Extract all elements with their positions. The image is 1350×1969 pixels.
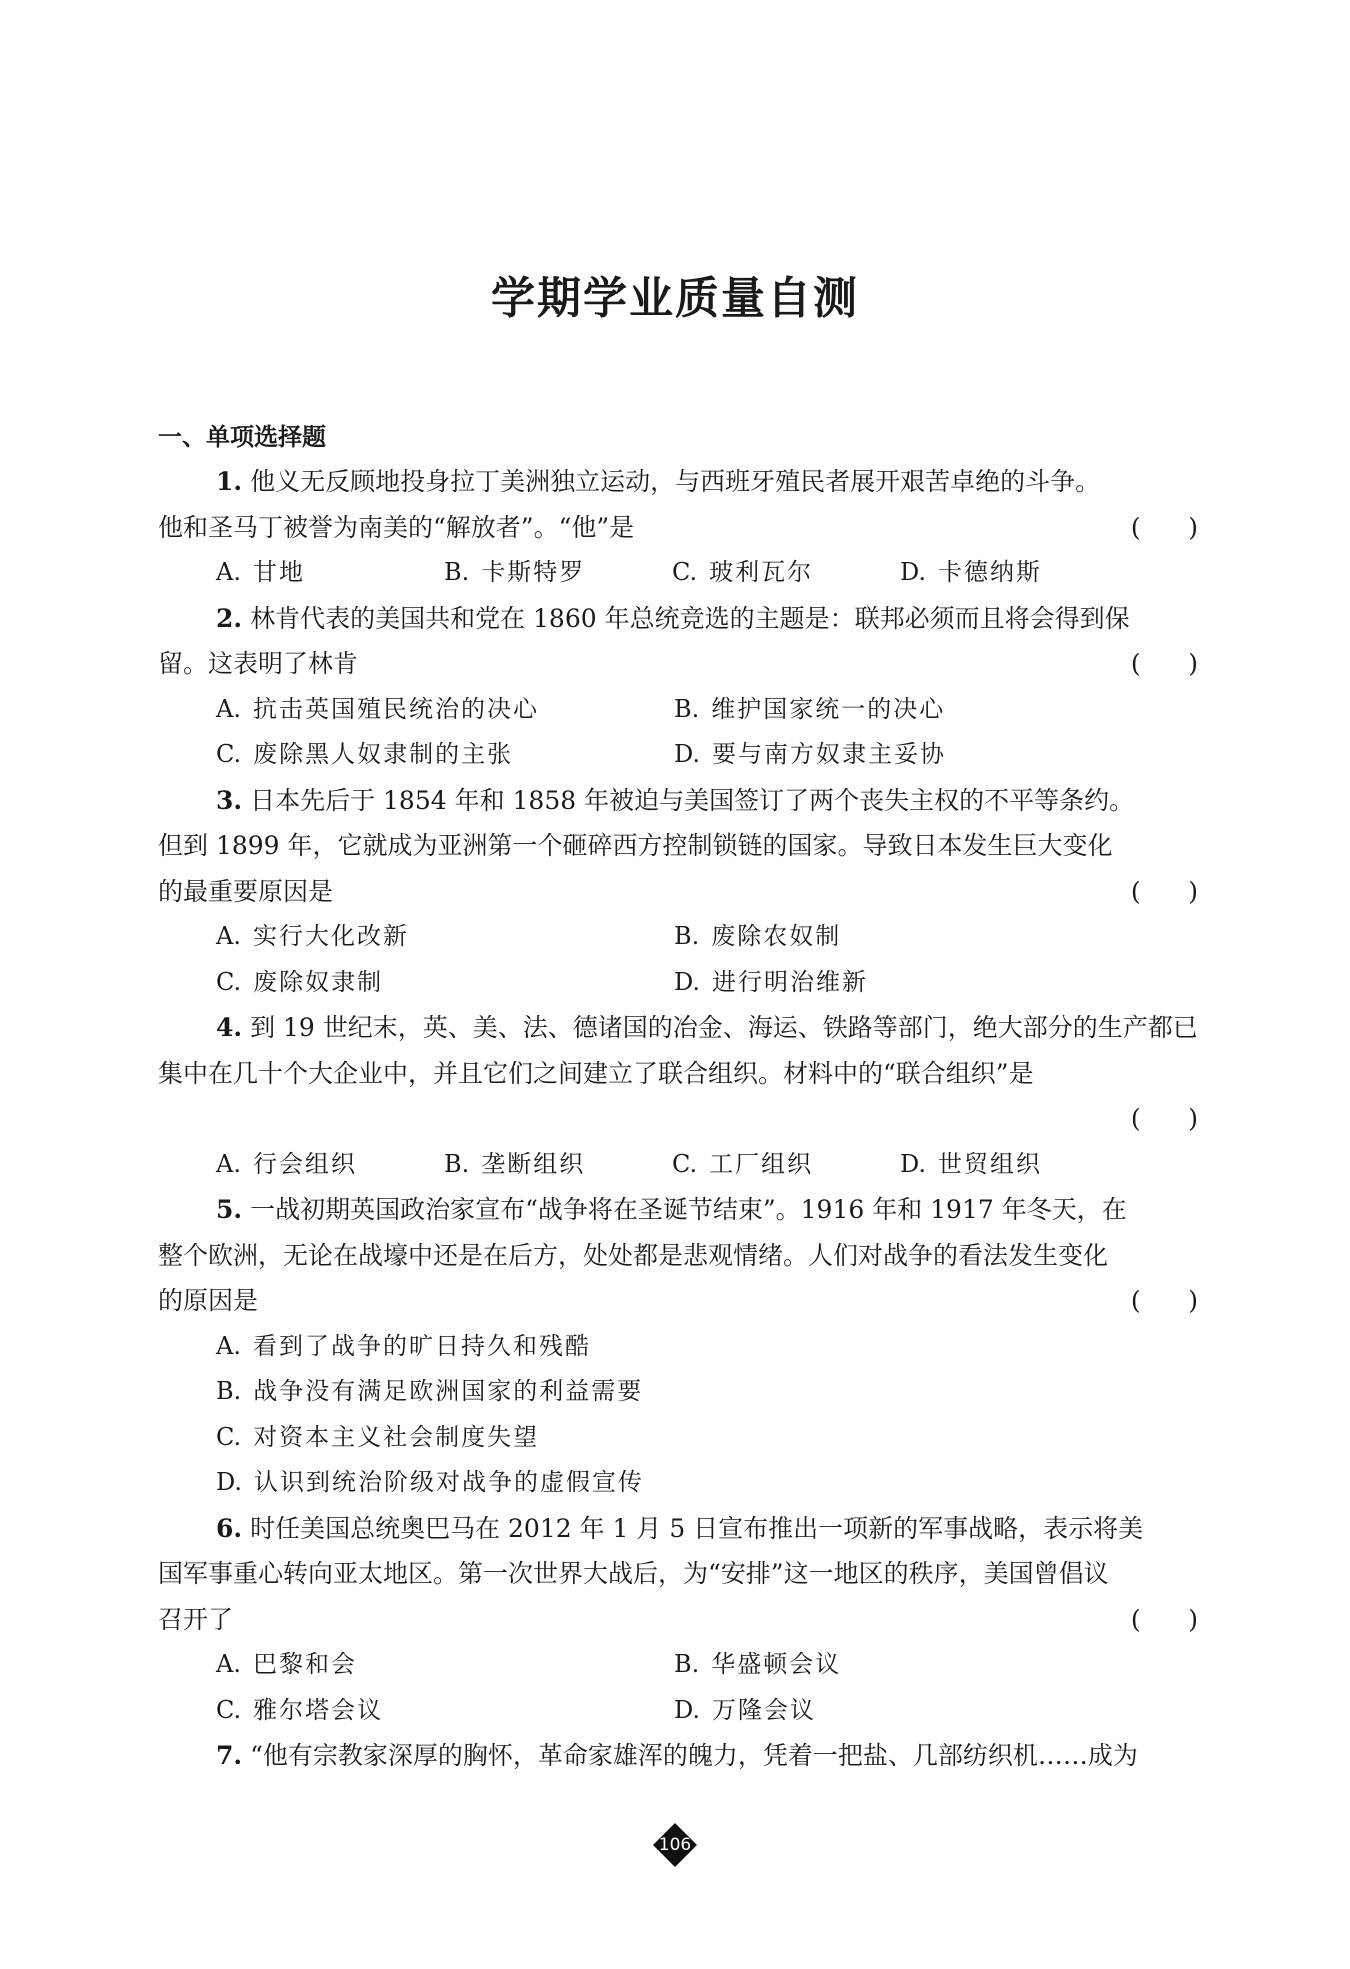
option-letter: A. bbox=[216, 1650, 241, 1678]
question-number: 4. bbox=[216, 1013, 243, 1042]
option-text: 雅尔塔会议 bbox=[253, 1695, 384, 1724]
option-b[interactable] bbox=[216, 1369, 1116, 1415]
option-c[interactable] bbox=[216, 732, 674, 778]
option-letter: D. bbox=[216, 1468, 243, 1496]
question-text: 留。这表明了林肯 bbox=[158, 649, 359, 678]
options-row bbox=[158, 960, 1198, 1006]
question-text-line bbox=[158, 823, 1198, 869]
question-text: 的最重要原因是 bbox=[158, 876, 334, 906]
option-d[interactable] bbox=[216, 1460, 1116, 1506]
option-a[interactable] bbox=[216, 914, 674, 960]
option-text: 实行大化改新 bbox=[252, 922, 409, 950]
question-text: 时任美国总统奥巴马在 2012 年 1 月 5 日宣布推出一项新的军事战略，表示将美 bbox=[250, 1513, 1144, 1543]
question-text: 整个欧洲，无论在战壕中还是在后方，处处都是悲观情绪。人们对战争的看法发生变化 bbox=[158, 1240, 1109, 1270]
option-text: 行会组织 bbox=[252, 1149, 357, 1178]
options-row bbox=[158, 732, 1198, 778]
option-c[interactable] bbox=[672, 1142, 900, 1188]
option-letter: B. bbox=[674, 694, 700, 723]
option-d[interactable] bbox=[674, 732, 1132, 778]
option-letter: A. bbox=[216, 1149, 241, 1178]
question-text-line bbox=[158, 1051, 1198, 1097]
question-4 bbox=[158, 1005, 1198, 1187]
option-text: 进行明治维新 bbox=[712, 967, 869, 996]
question-list bbox=[158, 415, 1198, 1779]
option-text: 认识到统治阶级对战争的虚假宣传 bbox=[254, 1468, 645, 1496]
question-text: “他有宗教家深厚的胸怀，革命家雄浑的魄力，凭着一把盐、几部纺织机……成为 bbox=[250, 1741, 1138, 1770]
option-letter: A. bbox=[216, 922, 241, 950]
question-2 bbox=[158, 596, 1198, 778]
options-row bbox=[158, 1324, 1198, 1370]
question-text: 国军事重心转向亚太地区。第一次世界大战后，为“安排”这一地区的秩序，美国曾倡议 bbox=[158, 1559, 1109, 1588]
answer-blank[interactable]: ( ) bbox=[1130, 512, 1198, 542]
question-text-line bbox=[158, 1733, 1198, 1779]
question-text-line bbox=[158, 1278, 1198, 1324]
options-row bbox=[158, 1142, 1198, 1188]
question-6 bbox=[158, 1506, 1198, 1734]
option-b[interactable] bbox=[674, 914, 1132, 960]
option-b[interactable] bbox=[444, 550, 672, 596]
question-text-line bbox=[158, 869, 1198, 915]
answer-blank[interactable]: ( ) bbox=[1130, 1104, 1198, 1133]
option-letter: D. bbox=[674, 967, 701, 996]
option-text: 维护国家统一的决心 bbox=[711, 694, 946, 723]
question-text: 召开了 bbox=[158, 1604, 234, 1634]
option-a[interactable] bbox=[216, 687, 674, 733]
page-number-badge bbox=[652, 1822, 698, 1868]
option-letter: C. bbox=[216, 1422, 242, 1451]
option-text: 抗击英国殖民统治的决心 bbox=[252, 694, 539, 723]
question-text-line bbox=[158, 778, 1198, 824]
option-text: 战争没有满足欧洲国家的利益需要 bbox=[253, 1377, 644, 1405]
question-text: 一战初期英国政治家宣布“战争将在圣诞节结束”。1916 年和 1917 年冬天，在 bbox=[250, 1195, 1127, 1224]
option-text: 垄断组织 bbox=[481, 1149, 586, 1178]
option-text: 卡斯特罗 bbox=[481, 558, 586, 586]
question-text-line bbox=[158, 1551, 1198, 1597]
option-a[interactable] bbox=[216, 550, 444, 596]
option-letter: C. bbox=[216, 1695, 242, 1724]
answer-blank[interactable]: ( ) bbox=[1130, 1286, 1198, 1315]
question-5 bbox=[158, 1187, 1198, 1506]
option-d[interactable] bbox=[900, 1142, 1128, 1188]
option-text: 巴黎和会 bbox=[252, 1650, 357, 1678]
question-text: 集中在几十个大企业中，并且它们之间建立了联合组织。材料中的“联合组织”是 bbox=[158, 1058, 1034, 1088]
options-row bbox=[158, 687, 1198, 733]
option-b[interactable] bbox=[444, 1142, 672, 1188]
options-row bbox=[158, 1369, 1198, 1415]
options-row bbox=[158, 1460, 1198, 1506]
option-letter: C. bbox=[672, 1149, 698, 1178]
question-1 bbox=[158, 459, 1198, 596]
page-title: 学期学业质量自测 bbox=[491, 273, 859, 324]
option-letter: B. bbox=[674, 922, 700, 950]
question-text: 但到 1899 年，它就成为亚洲第一个砸碎西方控制锁链的国家。导致日本发生巨大变化 bbox=[158, 831, 1113, 860]
question-text-line bbox=[158, 1005, 1198, 1051]
option-letter: C. bbox=[216, 740, 242, 768]
options-row bbox=[158, 914, 1198, 960]
option-text: 华盛顿会议 bbox=[711, 1650, 842, 1678]
option-c[interactable] bbox=[216, 1415, 1116, 1461]
option-letter: D. bbox=[674, 740, 701, 768]
option-letter: A. bbox=[216, 694, 241, 723]
options-row bbox=[158, 1642, 1198, 1688]
question-text: 他义无反顾地投身拉丁美洲独立运动，与西班牙殖民者展开艰苦卓绝的斗争。 bbox=[250, 467, 1101, 496]
option-text: 万隆会议 bbox=[712, 1695, 817, 1724]
question-number: 5. bbox=[216, 1195, 243, 1224]
option-letter: D. bbox=[900, 558, 927, 586]
option-letter: A. bbox=[216, 558, 241, 586]
option-letter: D. bbox=[900, 1149, 927, 1178]
option-text: 世贸组织 bbox=[938, 1149, 1043, 1178]
option-letter: B. bbox=[216, 1377, 242, 1405]
question-text-line bbox=[158, 1506, 1198, 1552]
answer-blank-line bbox=[158, 1096, 1198, 1142]
option-d[interactable] bbox=[674, 960, 1132, 1006]
question-text-line bbox=[158, 596, 1198, 642]
question-7 bbox=[158, 1733, 1198, 1779]
answer-blank[interactable]: ( ) bbox=[1130, 649, 1198, 678]
option-letter: C. bbox=[672, 558, 698, 586]
option-a[interactable] bbox=[216, 1324, 1116, 1370]
question-text: 林肯代表的美国共和党在 1860 年总统竞选的主题是：联邦必须而且将会得到保 bbox=[250, 603, 1130, 633]
option-letter: B. bbox=[444, 1149, 470, 1178]
question-text-line bbox=[158, 505, 1198, 551]
option-a[interactable] bbox=[216, 1142, 444, 1188]
option-letter: C. bbox=[216, 967, 242, 996]
option-letter: B. bbox=[674, 1650, 700, 1678]
option-text: 玻利瓦尔 bbox=[709, 558, 814, 586]
option-text: 废除黑人奴隶制的主张 bbox=[253, 740, 514, 768]
option-text: 对资本主义社会制度失望 bbox=[253, 1422, 540, 1451]
question-3 bbox=[158, 778, 1198, 1006]
question-text: 到 19 世纪末，英、美、法、德诸国的冶金、海运、铁路等部门，绝大部分的生产都已 bbox=[250, 1013, 1198, 1042]
question-text: 日本先后于 1854 年和 1858 年被迫与美国签订了两个丧失主权的不平等条约。 bbox=[250, 785, 1135, 815]
question-text-line bbox=[158, 1233, 1198, 1279]
section-heading: 一、单项选择题 bbox=[158, 423, 326, 451]
question-text-line bbox=[158, 1187, 1198, 1233]
question-number: 7. bbox=[216, 1741, 243, 1770]
option-letter: B. bbox=[444, 558, 470, 586]
question-text: 他和圣马丁被誉为南美的“解放者”。“他”是 bbox=[158, 512, 635, 542]
question-text-line bbox=[158, 641, 1198, 687]
option-text: 废除奴隶制 bbox=[253, 967, 384, 996]
question-text-line bbox=[158, 459, 1198, 505]
option-text: 废除农奴制 bbox=[711, 922, 842, 950]
option-letter: A. bbox=[216, 1331, 241, 1360]
options-row bbox=[158, 550, 1198, 596]
question-number: 3. bbox=[216, 785, 243, 815]
question-number: 2. bbox=[216, 603, 243, 633]
answer-blank[interactable]: ( ) bbox=[1130, 1604, 1198, 1634]
options-row bbox=[158, 1415, 1198, 1461]
question-number: 6. bbox=[216, 1513, 243, 1543]
question-text-line bbox=[158, 1597, 1198, 1643]
option-letter: D. bbox=[674, 1695, 701, 1724]
question-text: 的原因是 bbox=[158, 1286, 259, 1315]
page-number: 106 bbox=[658, 1835, 692, 1855]
option-d[interactable] bbox=[900, 550, 1128, 596]
option-text: 工厂组织 bbox=[709, 1149, 814, 1178]
option-text: 看到了战争的旷日持久和残酷 bbox=[252, 1331, 591, 1360]
option-b[interactable] bbox=[674, 1642, 1132, 1688]
options-row bbox=[158, 1688, 1198, 1734]
option-text: 甘地 bbox=[252, 558, 305, 586]
option-text: 卡德纳斯 bbox=[938, 558, 1043, 586]
option-b[interactable] bbox=[674, 687, 1132, 733]
option-text: 要与南方奴隶主妥协 bbox=[712, 740, 947, 768]
question-number: 1. bbox=[216, 467, 243, 496]
option-c[interactable] bbox=[216, 960, 674, 1006]
option-c[interactable] bbox=[216, 1688, 674, 1734]
option-c[interactable] bbox=[672, 550, 900, 596]
option-a[interactable] bbox=[216, 1642, 674, 1688]
option-d[interactable] bbox=[674, 1688, 1132, 1734]
answer-blank[interactable]: ( ) bbox=[1130, 876, 1198, 906]
